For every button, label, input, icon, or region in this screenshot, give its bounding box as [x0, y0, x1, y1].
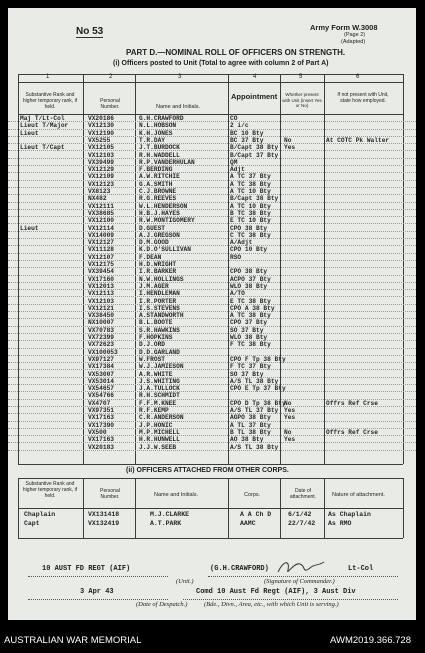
- officer-row: [8, 422, 416, 429]
- officer-number: VX38450: [88, 312, 114, 320]
- officer-appointment: A TL 37 Bty: [230, 421, 271, 429]
- officer-rank: Maj T/Lt-Col: [20, 115, 65, 122]
- officer-row: [8, 115, 416, 122]
- officer-row: [8, 122, 416, 129]
- officer-name: W.J.JAMIESON: [139, 363, 184, 371]
- officer-number: VX12114: [88, 224, 114, 232]
- officer-name: D.D.GARLAND: [139, 348, 180, 356]
- officer-row: [8, 414, 416, 421]
- officer-name: W.FROST: [139, 355, 165, 363]
- officer-number: VX14009: [88, 231, 114, 239]
- officer-number: VX17390: [88, 421, 114, 429]
- officer-row: [8, 261, 416, 268]
- officer-number: VX12105: [88, 144, 114, 152]
- col-number-1: 1: [46, 74, 50, 80]
- officer-appointment: WLO 38 Bty: [230, 282, 268, 290]
- officer-rank: Lieut: [20, 129, 39, 137]
- officer-name: A.STANDWORTH: [139, 312, 184, 320]
- officer-appointment: CPO 37 Bty: [230, 319, 268, 327]
- col-number-4: 4: [253, 74, 257, 80]
- officer-name: R.H.WADDELL: [139, 151, 180, 159]
- officer-number: VX12175: [88, 261, 114, 268]
- officer-name: G.A.SMITH: [139, 180, 173, 188]
- officer-number: VX100053: [88, 348, 118, 356]
- officer-appointment: ACPO 37 Bty: [230, 275, 271, 283]
- attached-row: [8, 519, 416, 528]
- attached-nature: As RMO: [328, 520, 352, 527]
- officer-name: F.HOPKINS: [139, 334, 173, 341]
- officer-appointment: SO 37 Bty: [230, 326, 264, 334]
- officer-appointment: CO: [230, 115, 238, 122]
- officer-name: N.W.HOLLINGS: [139, 275, 184, 283]
- officer-row: [8, 173, 416, 180]
- officer-name: A.R.WHITE: [139, 370, 173, 378]
- attached-corps: A A Ch D: [240, 511, 272, 518]
- officer-number: VX12121: [88, 304, 114, 312]
- officer-row: [8, 137, 416, 144]
- officer-number: VX97351: [88, 407, 114, 414]
- formation-caption: (Bde., Divn., Area, etc., with which Unit is serving.): [204, 601, 339, 608]
- officer-row: [8, 298, 416, 305]
- officer-row: [8, 436, 416, 443]
- officer-row: [8, 195, 416, 202]
- header-rank: Substantive Rank and higher temporary rank, if held.: [22, 92, 78, 110]
- officer-name: I.R.BARKER: [139, 268, 177, 276]
- officer-row: [8, 276, 416, 283]
- attached-header-corps: Corps.: [244, 492, 261, 498]
- officer-name: J.P.HONIC: [139, 421, 173, 429]
- header-absence: If not present with Unit, state how employed.: [337, 92, 389, 104]
- attached-number: VX132419: [88, 520, 120, 527]
- officer-row: [8, 239, 416, 246]
- officer-row: [8, 210, 416, 217]
- officer-name: I.R.PORTER: [139, 297, 177, 305]
- officer-name: J.M.AGER: [139, 282, 169, 290]
- officer-row: [8, 181, 416, 188]
- officer-number: VX5255: [88, 136, 111, 144]
- attached-nature: As Chaplain: [328, 511, 371, 518]
- officer-row: [8, 385, 416, 392]
- officer-row: [8, 217, 416, 224]
- officer-row: [8, 363, 416, 370]
- attached-date: 22/7/42: [288, 520, 316, 527]
- officer-name: N.L.HOBSON: [139, 122, 177, 130]
- officer-appointment: RSO: [230, 253, 242, 261]
- officer-number: VX12103: [88, 151, 114, 159]
- officer-present: Yes: [284, 414, 296, 422]
- officer-present: No: [284, 136, 292, 144]
- header-name: Name and Initials.: [156, 104, 201, 110]
- officer-appointment: A/S TL 38 Bty: [230, 377, 279, 385]
- officer-number: VX12123: [88, 180, 114, 188]
- officer-name: C.R.ANDERSON: [139, 414, 184, 422]
- officer-row: [8, 371, 416, 378]
- officer-row: [8, 327, 416, 334]
- officer-number: VX12111: [88, 202, 114, 210]
- officer-present: Yes: [284, 436, 296, 444]
- officer-name: H.B.J.HAYES: [139, 209, 180, 217]
- officer-appointment: A/TO: [230, 290, 245, 298]
- officer-rank: Lieut T/Major: [20, 122, 69, 130]
- attached-header-date: Date of attachment.: [289, 488, 317, 500]
- officer-appointment: 2 i/c: [230, 122, 249, 130]
- officer-appointment: B/Capt 37 Bty: [230, 151, 279, 159]
- officer-name: D.M.GOOD: [139, 239, 169, 247]
- officer-appointment: A TC 10 Bty: [230, 188, 271, 195]
- officer-number: VX12107: [88, 253, 114, 261]
- officer-present: Yes: [284, 407, 296, 414]
- officer-number: VX72623: [88, 341, 114, 349]
- officer-name: J.S.WHITING: [139, 377, 180, 385]
- officer-appointment: A TC 10 Bty: [230, 202, 271, 210]
- officer-row: [8, 246, 416, 253]
- officer-name: R.H.SCHMIDT: [139, 392, 180, 400]
- attached-rank: Capt: [24, 520, 40, 527]
- officer-appointment: E TC 38 Bty: [230, 297, 271, 305]
- officer-absence: Offrs Ref Crse: [326, 428, 378, 436]
- officer-number: VX11128: [88, 246, 114, 254]
- officer-name: J.J.W.SEEB: [139, 443, 177, 451]
- officer-number: VX97127: [88, 355, 114, 363]
- officer-appointment: Adjt: [230, 166, 245, 174]
- officer-row: [8, 349, 416, 356]
- header-present: Whether present with Unit (insert Yes or No): [282, 92, 322, 108]
- officer-number: VX12127: [88, 239, 114, 247]
- officer-row: [8, 312, 416, 319]
- officer-number: VX53007: [88, 370, 114, 378]
- officer-row: [8, 378, 416, 385]
- officer-number: VX500: [88, 428, 107, 436]
- page-note: (Page 2): [344, 32, 366, 38]
- officer-name: J.T.BURDOCK: [139, 144, 180, 152]
- officer-appointment: A TC 37 Bty: [230, 173, 271, 181]
- officer-name: S.R.HAWKINS: [139, 326, 180, 334]
- attached-name: A.T.PARK: [150, 520, 182, 527]
- officer-appointment: A/Adjt: [230, 239, 253, 247]
- officer-name: A.W.RITCHIE: [139, 173, 180, 181]
- officer-rank: Lieut T/Capt: [20, 144, 65, 152]
- officer-name: D.GUEST: [139, 224, 165, 232]
- officer-appointment: AGPO 38 Bty: [230, 414, 271, 422]
- officer-name: D.J.ORD: [139, 341, 165, 349]
- officer-row: [8, 283, 416, 290]
- signature-caption: (Signature of Commander.): [264, 578, 335, 585]
- attached-number: VX131418: [88, 511, 120, 518]
- officer-number: VX70783: [88, 326, 114, 334]
- officer-number: NX482: [88, 195, 107, 203]
- officer-name: W.L.HENDERSON: [139, 202, 188, 210]
- commander-rank: Lt-Col: [348, 565, 374, 573]
- despatch-date: 3 Apr 43: [80, 588, 114, 596]
- attached-corps: AAMC: [240, 520, 256, 527]
- officer-number: VX12013: [88, 282, 114, 290]
- officer-name: B.L.BOOTE: [139, 319, 173, 327]
- officer-appointment: BC 37 Bty: [230, 136, 264, 144]
- footer-right: AWM2019.366.728: [330, 635, 411, 646]
- officer-number: VX12190: [88, 129, 114, 137]
- officer-present: Yes: [284, 144, 296, 152]
- officer-appointment: A/S TL 38 Bty: [230, 443, 279, 451]
- officer-number: VX39454: [88, 268, 114, 276]
- officer-row: [8, 319, 416, 326]
- officer-row: [8, 159, 416, 166]
- header-appointment: Appointment: [231, 92, 278, 101]
- subtitle: (i) Officers posted to Unit (Total to agree with column 2 of Part A): [113, 60, 329, 67]
- commander-name: (G.H.CRAWFORD): [210, 565, 269, 573]
- officer-rank: Lieut: [20, 224, 39, 232]
- officer-row: [8, 400, 416, 407]
- officer-appointment: SO 37 Bty: [230, 370, 264, 378]
- header-number: Personal Number.: [100, 98, 120, 110]
- officer-appointment: CPO E Tp 37 Bty: [230, 385, 286, 393]
- officer-absence: Offrs Ref Crse: [326, 399, 378, 407]
- officer-name: G.H.CRAWFORD: [139, 115, 184, 122]
- officer-number: VX38685: [88, 209, 114, 217]
- archive-footer: [0, 626, 425, 653]
- officer-name: T.R.DAY: [139, 136, 165, 144]
- officer-appointment: A TC 38 Bty: [230, 312, 271, 320]
- officer-appointment: CPO D Tp 38 Bty: [230, 399, 286, 407]
- officer-appointment: AO 38 Bty: [230, 436, 264, 444]
- officer-row: [8, 225, 416, 232]
- officer-appointment: C TC 38 Bty: [230, 231, 271, 239]
- officer-row: [8, 305, 416, 312]
- officer-name: R.W.MONTIGOMERY: [139, 217, 195, 225]
- officer-number: VX8123: [88, 188, 111, 195]
- footer-left: AUSTRALIAN WAR MEMORIAL: [4, 635, 142, 646]
- officer-appointment: B TL 38 Bty: [230, 428, 271, 436]
- officer-row: [8, 392, 416, 399]
- officer-number: VX17163: [88, 414, 114, 422]
- officer-appointment: F TC 38 Bty: [230, 341, 271, 349]
- officer-number: VX17163: [88, 436, 114, 444]
- officer-number: VX12113: [88, 290, 114, 298]
- officer-row: [8, 334, 416, 341]
- officer-number: VX12129: [88, 166, 114, 174]
- officer-appointment: F TC 37 Bty: [230, 363, 271, 371]
- col-number-6: 6: [356, 74, 360, 80]
- officer-appointment: CPO F Tp 38 Bty: [230, 355, 286, 363]
- officer-number: VX20183: [88, 443, 114, 451]
- officer-number: VX4707: [88, 399, 111, 407]
- officer-absence: At COTC Pk Walter: [326, 136, 390, 144]
- officer-row: [8, 268, 416, 275]
- officer-appointment: CPO 10 Bty: [230, 246, 268, 254]
- attached-header-name: Name and Initials.: [154, 492, 199, 498]
- attached-header-nature: Nature of attachment.: [332, 492, 385, 498]
- officer-number: NX10007: [88, 319, 114, 327]
- officer-appointment: CPO A 38 Bty: [230, 304, 275, 312]
- col-number-2: 2: [109, 74, 113, 80]
- officer-appointment: WLO 38 Bty: [230, 334, 268, 341]
- officer-appointment: QM: [230, 158, 238, 166]
- officer-name: I.S.STEVENS: [139, 304, 180, 312]
- officer-name: K.D.O'SULLIVAN: [139, 246, 191, 254]
- officer-name: C.J.BROWNE: [139, 188, 177, 195]
- officer-row: [8, 290, 416, 297]
- officer-name: H.R.HUNWELL: [139, 436, 180, 444]
- officer-number: VX17160: [88, 275, 114, 283]
- officer-name: R.P.VANDERHULAN: [139, 158, 195, 166]
- officer-name: R.F.KEMP: [139, 407, 169, 414]
- officer-appointment: E TC 10 Bty: [230, 217, 271, 225]
- unit-caption: (Unit.): [176, 578, 194, 585]
- officer-appointment: BC 10 Bty: [230, 129, 264, 137]
- officer-appointment: B TC 38 Bty: [230, 209, 271, 217]
- officer-number: VX12130: [88, 122, 114, 130]
- officer-name: J.A.TULLOCK: [139, 385, 180, 393]
- officer-name: A.J.GREGSON: [139, 231, 180, 239]
- officer-row: [8, 356, 416, 363]
- officer-name: R.G.REEVES: [139, 195, 177, 203]
- officer-name: F.BERDING: [139, 166, 173, 174]
- officer-row: [8, 203, 416, 210]
- officer-number: VX20186: [88, 115, 114, 122]
- officer-appointment: A TC 38 Bty: [230, 180, 271, 188]
- officer-appointment: B/Capt 38 Bty: [230, 195, 279, 203]
- officer-name: I.HENDLEMAN: [139, 290, 180, 298]
- officer-appointment: A/S TL 37 Bty: [230, 407, 279, 414]
- attached-header-number: Personal Number.: [100, 488, 120, 500]
- officer-row: [8, 166, 416, 173]
- document-sheet: [8, 8, 416, 620]
- col-number-5: 5: [299, 74, 303, 80]
- attached-title: (ii) OFFICERS ATTACHED FROM OTHER CORPS.: [126, 467, 289, 474]
- officer-number: VX53014: [88, 377, 114, 385]
- officer-number: VX54657: [88, 385, 114, 393]
- officer-present: No: [284, 428, 292, 436]
- officer-name: M.P.MICHELL: [139, 428, 180, 436]
- officer-row: [8, 429, 416, 436]
- adapted-note: (Adapted): [341, 39, 366, 45]
- officer-number: VX12103: [88, 297, 114, 305]
- officer-appointment: CPO 38 Bty: [230, 268, 268, 276]
- officer-name: F.F.M.KNEE: [139, 399, 177, 407]
- officer-present: No: [284, 399, 292, 407]
- officer-name: H.D.WRIGHT: [139, 261, 177, 268]
- officer-number: VX17384: [88, 363, 114, 371]
- attached-rank: Chaplain: [24, 511, 56, 518]
- commander-signature: [276, 556, 326, 578]
- officer-row: [8, 130, 416, 137]
- officer-row: [8, 152, 416, 159]
- officer-number: VX12100: [88, 217, 114, 225]
- col-number-3: 3: [178, 74, 182, 80]
- officer-number: VX39499: [88, 158, 114, 166]
- officer-row: [8, 444, 416, 451]
- attached-row: [8, 510, 416, 519]
- officer-appointment: CPO 38 Bty: [230, 224, 268, 232]
- officer-name: F.DEAN: [139, 253, 162, 261]
- officer-row: [8, 341, 416, 348]
- officer-appointment: B/Capt 38 Bty: [230, 144, 279, 152]
- formation: Comd 10 Aust Fd Regt (AIF), 3 Aust Div: [196, 588, 356, 596]
- officer-number: VX54766: [88, 392, 114, 400]
- officer-row: [8, 232, 416, 239]
- attached-date: 6/1/42: [288, 511, 312, 518]
- officer-row: [8, 144, 416, 151]
- officer-row: [8, 188, 416, 195]
- unit-name: 10 AUST FD REGT (AIF): [42, 565, 131, 573]
- date-caption: (Date of Despatch.): [136, 601, 188, 608]
- officer-row: [8, 407, 416, 414]
- part-title: PART D.—NOMINAL ROLL OF OFFICERS ON STRENGTH.: [126, 48, 346, 57]
- officer-row: [8, 254, 416, 261]
- attached-header-rank: Substantive Rank and higher temporary rank, if held.: [22, 481, 78, 499]
- form-number: No 53: [76, 26, 104, 37]
- army-form-label: Army Form W.3008: [310, 23, 378, 32]
- officer-name: K.H.JONES: [139, 129, 173, 137]
- officer-number: VX12109: [88, 173, 114, 181]
- attached-name: M.J.CLARKE: [150, 511, 190, 518]
- officer-number: VX72399: [88, 334, 114, 341]
